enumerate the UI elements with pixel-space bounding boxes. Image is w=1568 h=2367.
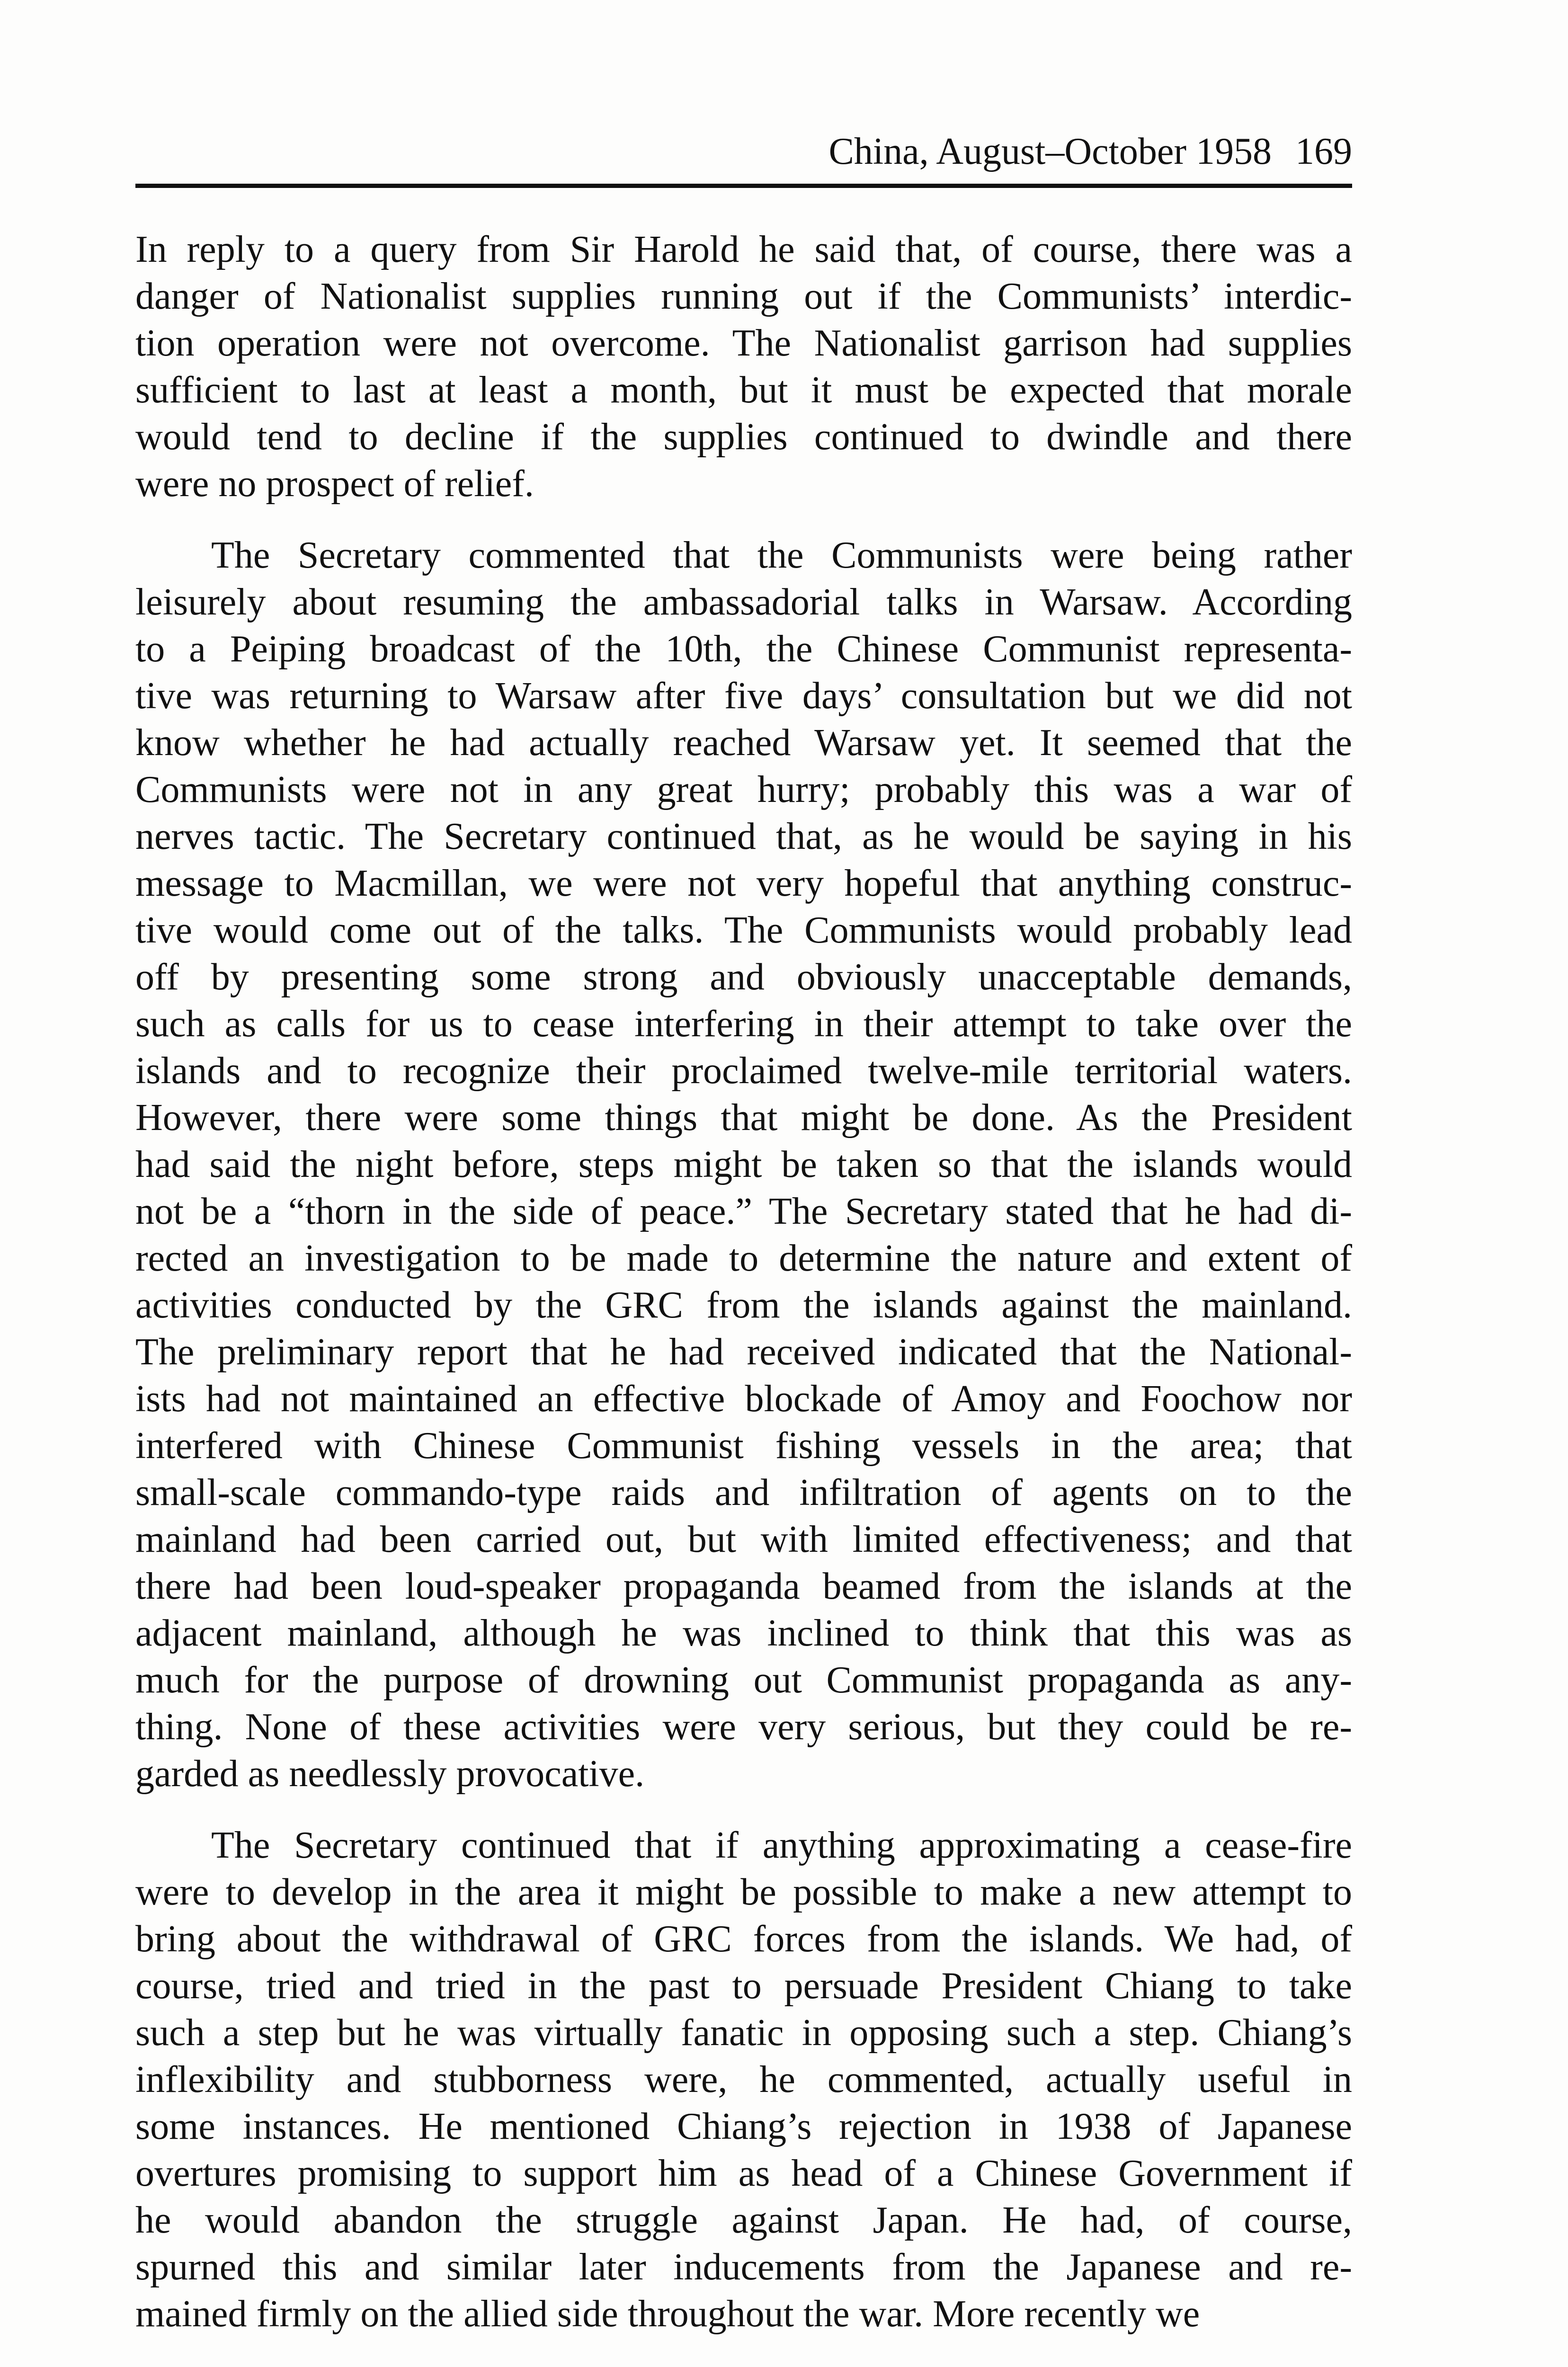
text-line: mained firmly on the allied side throughout the war. More recently we (135, 2293, 1200, 2335)
text-line: The Secretary commented that the Communists were being rather (211, 534, 1352, 576)
running-head-title: China, August–October 1958 (829, 131, 1272, 172)
text-line: tive would come out of the talks. The Communists would probably lead (135, 909, 1352, 951)
header-rule (135, 184, 1352, 188)
text-line: Communists were not in any great hurry; probably this was a war of (135, 769, 1352, 810)
paragraph (135, 226, 1352, 507)
paragraph (135, 1822, 1352, 2338)
text-line: rected an investigation to be made to determine the nature and extent of (135, 1237, 1352, 1279)
text-line: islands and to recognize their proclaimed twelve-mile territorial waters. (135, 1050, 1352, 1092)
text-line: danger of Nationalist supplies running out if the Communists’ interdic- (135, 276, 1352, 317)
text-line: activities conducted by the GRC from the islands against the mainland. (135, 1284, 1352, 1326)
text-line: nerves tactic. The Secretary continued that, as he would be saying in his (135, 816, 1352, 857)
text-line: off by presenting some strong and obviously unacceptable demands, (135, 956, 1352, 998)
text-line: much for the purpose of drowning out Communist propaganda as any- (135, 1659, 1352, 1701)
text-line: garded as needlessly provocative. (135, 1753, 645, 1795)
text-line: know whether he had actually reached Warsaw yet. It seemed that the (135, 722, 1352, 764)
text-line: adjacent mainland, although he was inclined to think that this was as (135, 1612, 1352, 1654)
body-text (135, 226, 1352, 2362)
text-line: leisurely about resuming the ambassadorial talks in Warsaw. According (135, 581, 1352, 623)
text-line: However, there were some things that might be done. As the President (135, 1097, 1352, 1139)
text-line: were to develop in the area it might be possible to make a new attempt to (135, 1871, 1352, 1913)
text-line: message to Macmillan, we were not very hopeful that anything construc- (135, 863, 1352, 904)
text-line: such a step but he was virtually fanatic in opposing such a step. Chiang’s (135, 2012, 1352, 2054)
page-number: 169 (1295, 131, 1352, 172)
text-line: were no prospect of relief. (135, 463, 534, 505)
text-line: ists had not maintained an effective blockade of Amoy and Foochow nor (135, 1378, 1352, 1420)
text-line: small-scale commando-type raids and infiltration of agents on to the (135, 1472, 1352, 1513)
text-line: such as calls for us to cease interfering in their attempt to take over the (135, 1003, 1352, 1045)
text-line: bring about the withdrawal of GRC forces from the islands. We had, of (135, 1918, 1352, 1960)
text-line: he would abandon the struggle against Japan. He had, of course, (135, 2199, 1352, 2241)
text-line: sufficient to last at least a month, but it must be expected that morale (135, 369, 1352, 411)
text-line: interfered with Chinese Communist fishing vessels in the area; that (135, 1425, 1352, 1467)
text-line: spurned this and similar later inducements from the Japanese and re- (135, 2246, 1352, 2288)
text-line: would tend to decline if the supplies continued to dwindle and there (135, 416, 1352, 458)
text-line: had said the night before, steps might be taken so that the islands would (135, 1144, 1352, 1185)
text-line: overtures promising to support him as head of a Chinese Government if (135, 2153, 1352, 2194)
text-line: thing. None of these activities were very serious, but they could be re- (135, 1706, 1352, 1748)
text-line: some instances. He mentioned Chiang’s rejection in 1938 of Japanese (135, 2106, 1352, 2147)
text-line: tive was returning to Warsaw after five days’ consultation but we did not (135, 675, 1352, 717)
running-head (135, 128, 1352, 175)
text-line: tion operation were not overcome. The Nationalist garrison had supplies (135, 322, 1352, 364)
text-line: there had been loud-speaker propaganda beamed from the islands at the (135, 1566, 1352, 1607)
text-line: The Secretary continued that if anything approximating a cease-fire (211, 1824, 1352, 1866)
text-line: to a Peiping broadcast of the 10th, the Chinese Communist representa- (135, 628, 1352, 670)
text-line: In reply to a query from Sir Harold he said that, of course, there was a (135, 229, 1352, 270)
text-line: not be a “thorn in the side of peace.” The Secretary stated that he had di- (135, 1191, 1352, 1232)
text-line: inflexibility and stubborness were, he commented, actually useful in (135, 2059, 1352, 2100)
text-line: The preliminary report that he had received indicated that the National- (135, 1331, 1352, 1373)
paragraph (135, 532, 1352, 1797)
text-line: mainland had been carried out, but with limited effectiveness; and that (135, 1519, 1352, 1560)
text-line: course, tried and tried in the past to persuade President Chiang to take (135, 1965, 1352, 2007)
